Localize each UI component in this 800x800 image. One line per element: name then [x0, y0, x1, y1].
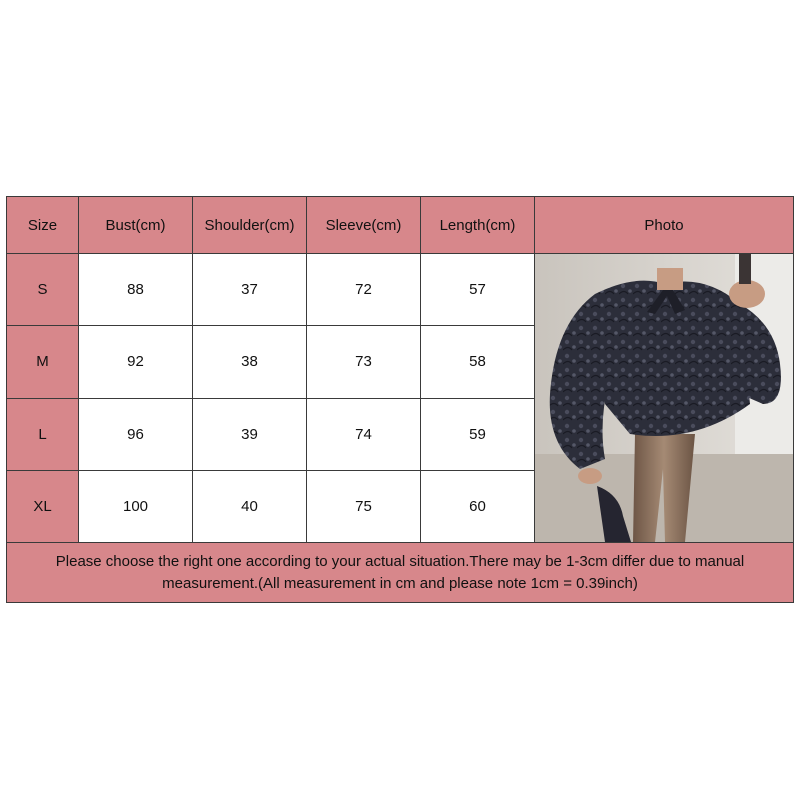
shoulder-cell: 38 — [193, 326, 307, 398]
table-header-row — [7, 197, 794, 254]
header-bust: Bust(cm) — [79, 197, 193, 254]
note-row — [7, 543, 794, 603]
header-length: Length(cm) — [421, 197, 535, 254]
length-cell: 58 — [421, 326, 535, 398]
shoulder-cell: 40 — [193, 470, 307, 542]
product-photo — [535, 254, 794, 543]
measurement-note: Please choose the right one according to your actual situation.There may be 1-3cm differ due to manual measurement.(All measurement in cm and please note 1cm = 0.39inch) — [7, 543, 794, 603]
sleeve-cell: 73 — [307, 326, 421, 398]
shoulder-cell: 39 — [193, 398, 307, 470]
size-chart-table — [6, 196, 794, 603]
size-cell: S — [7, 254, 79, 326]
sleeve-cell: 74 — [307, 398, 421, 470]
shoulder-cell: 37 — [193, 254, 307, 326]
size-cell: XL — [7, 470, 79, 542]
bust-cell: 100 — [79, 470, 193, 542]
sleeve-cell: 75 — [307, 470, 421, 542]
bust-cell: 92 — [79, 326, 193, 398]
table-row — [7, 254, 794, 326]
length-cell: 60 — [421, 470, 535, 542]
size-cell: M — [7, 326, 79, 398]
header-sleeve: Sleeve(cm) — [307, 197, 421, 254]
header-shoulder: Shoulder(cm) — [193, 197, 307, 254]
sleeve-cell: 72 — [307, 254, 421, 326]
bust-cell: 88 — [79, 254, 193, 326]
length-cell: 57 — [421, 254, 535, 326]
bust-cell: 96 — [79, 398, 193, 470]
header-size: Size — [7, 197, 79, 254]
size-cell: L — [7, 398, 79, 470]
length-cell: 59 — [421, 398, 535, 470]
model-photo-icon — [535, 254, 793, 542]
header-photo: Photo — [535, 197, 794, 254]
